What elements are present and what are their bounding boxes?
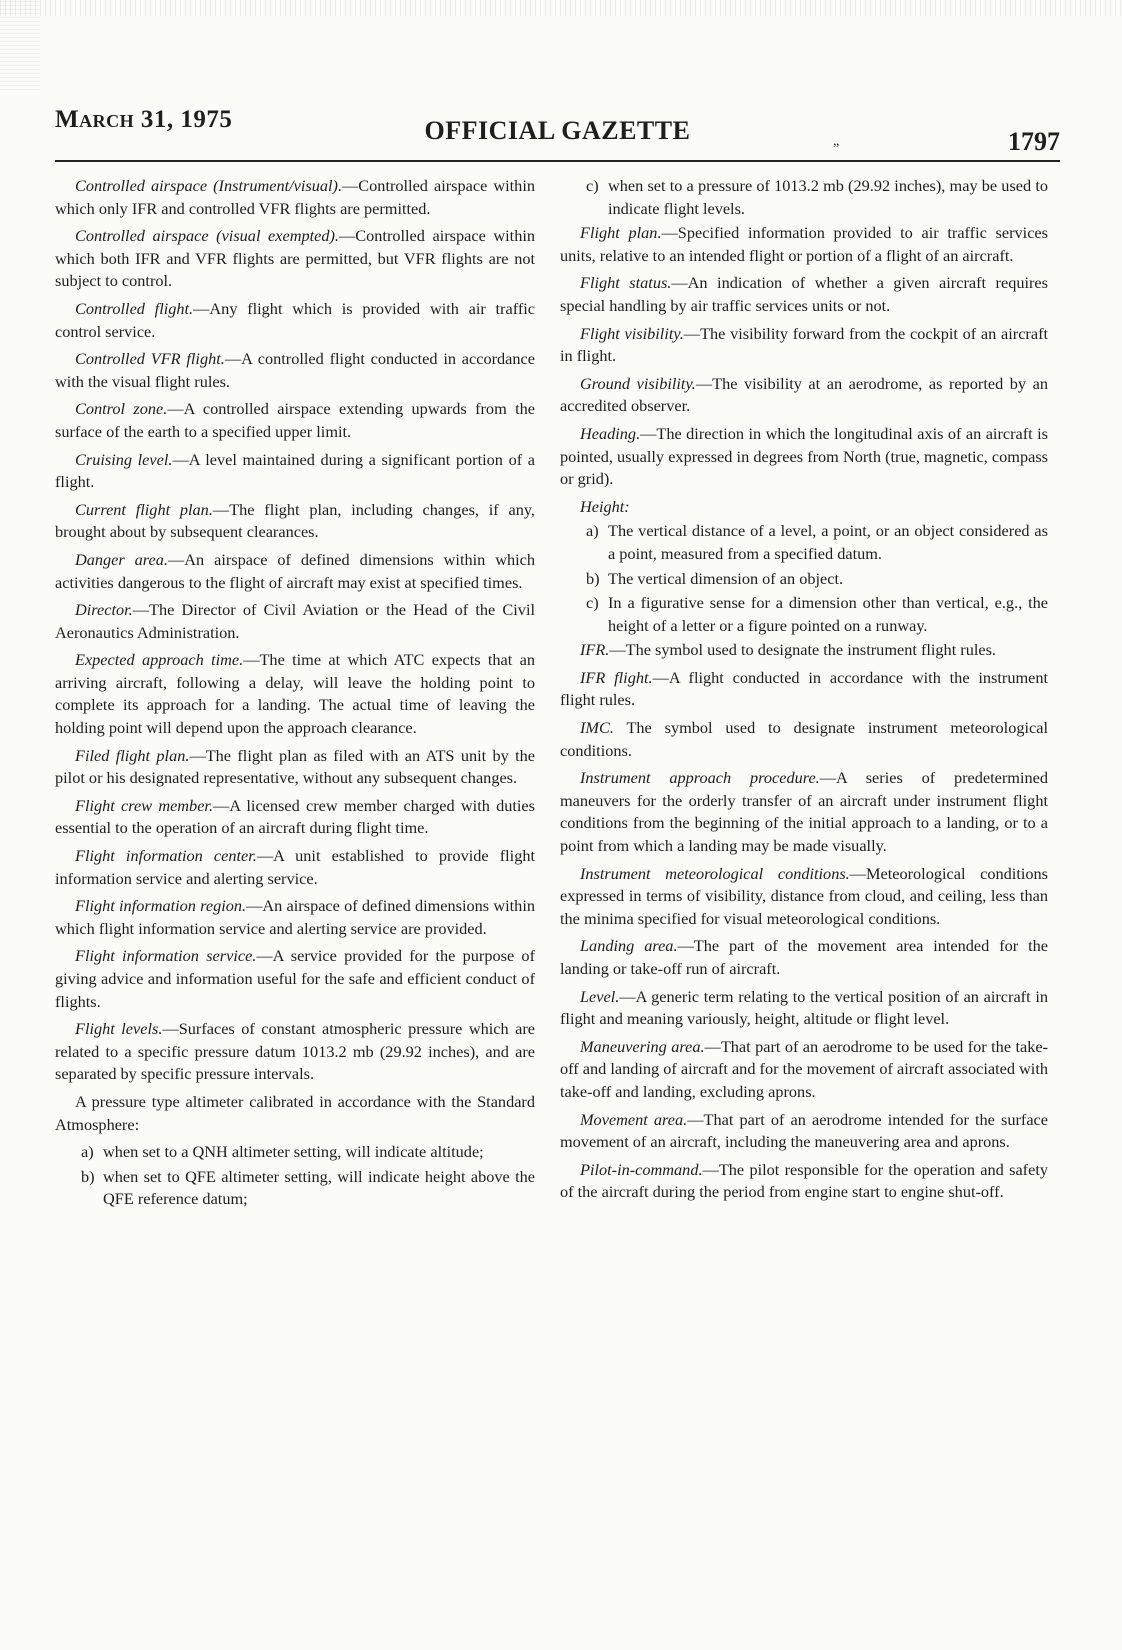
definition-term: IFR flight. [580, 667, 653, 687]
definition-entry [55, 1018, 535, 1086]
definition-term: Controlled flight. [75, 298, 194, 318]
definition-entry [560, 717, 1048, 762]
definition-term: Level. [580, 986, 620, 1006]
definition-text: —Specified information provided to air traffic services units, relative to an intended flight or portion of a flight of an aircraft. [560, 223, 1048, 265]
definition-term: Control zone. [75, 399, 168, 419]
right-definitions-b [560, 639, 1048, 1204]
definition-entry [55, 298, 535, 343]
definition-text: —A series of predetermined maneuvers for the orderly transfer of an aircraft under instrument flight conditions from the beginning of the initial approach to a landing, or to a point from which a landing may be made visually. [560, 768, 1049, 856]
subitem-label: c) [586, 593, 599, 613]
issue-date: March 31, 1975 [55, 106, 233, 133]
definition-entry [560, 1036, 1048, 1104]
definition-text: —An airspace of defined dimensions within which activities dangerous to the flight of aircraft may exist at specified times. [55, 549, 535, 592]
definition-text: —A licensed crew member charged with duties essential to the operation of an aircraft during flight time. [55, 795, 535, 838]
subitem-text: when set to QFE altimeter setting, will indicate height above the QFE reference datum; [103, 1166, 535, 1209]
definition-text: —That part of an aerodrome to be used for the take-off and landing of aircraft and for the movement of aircraft associated with take-off and landing, excluding aprons. [560, 1036, 1048, 1101]
subitem-label: c) [586, 176, 599, 195]
definition-entry [560, 667, 1048, 712]
definition-text: —The flight plan as filed with an ATS unit by the pilot or his designated representative, without any subsequent changes. [55, 745, 535, 788]
definition-text: —An indication of whether a given aircraft requires special handling by air traffic services units or not. [560, 273, 1048, 315]
definition-entry [55, 449, 535, 494]
definition-entry [560, 767, 1048, 857]
altimeter-subitems [55, 1141, 535, 1211]
definition-term: Movement area. [580, 1109, 688, 1129]
definition-term: Controlled VFR flight. [75, 349, 225, 369]
definition-entry [55, 398, 535, 443]
subitem-label: a) [586, 521, 599, 541]
definition-term: Heading. [580, 423, 641, 443]
definition-term: Filed flight plan. [75, 745, 190, 765]
definition-term: Flight information service. [75, 946, 257, 966]
definition-text: The symbol used to designate instrument meteorological conditions. [560, 718, 1048, 760]
definition-term: IMC. [580, 718, 614, 738]
definition-entry [55, 649, 535, 739]
left-definitions [55, 175, 535, 1086]
scan-mark: „ [833, 134, 840, 149]
definition-term: Instrument approach procedure. [580, 768, 820, 788]
subitem-label: b) [81, 1166, 95, 1186]
definition-text: —Meteorological conditions expressed in terms of visibility, distance from cloud, and ceiling, less than the minima specified for visual meteorological conditions. [560, 863, 1048, 928]
sub-item [560, 520, 1048, 565]
definition-text: —Surfaces of constant atmospheric pressure which are related to a specific pressure datum 1013.2 mb (29.92 inches), and are separated by specific pressure intervals. [55, 1019, 536, 1084]
definition-term: Instrument meteorological conditions. [580, 863, 850, 883]
definition-entry [55, 549, 535, 594]
definition-entry [560, 373, 1048, 418]
definition-entry [55, 599, 535, 644]
definition-text: —Controlled airspace within which both IFR and VFR flights are permitted, but VFR flights are not subject to control. [55, 226, 535, 291]
definition-entry [560, 1109, 1048, 1154]
definition-entry [560, 639, 1048, 662]
definition-term: Expected approach time. [75, 650, 244, 670]
definition-text: —A service provided for the purpose of giving advice and information useful for the safe and efficient conduct of flights. [55, 946, 535, 1011]
page-header [55, 106, 1060, 156]
definition-text: —A controlled flight conducted in accordance with the visual flight rules. [55, 349, 535, 391]
definition-text: —A unit established to provide flight information service and alerting service. [55, 846, 535, 888]
definition-term: Ground visibility. [580, 373, 696, 393]
definition-text: —A flight conducted in accordance with the instrument flight rules. [560, 667, 1049, 710]
right-definitions-a [560, 222, 1048, 491]
scan-noise-top [0, 0, 1122, 16]
definition-term: Flight plan. [580, 223, 662, 243]
definition-text: —The time at which ATC expects that an arriving aircraft, following a delay, will leave the holding point to complete its approach for a landing. The actual time of leaving the holding point will depend upon the approach clearance. [55, 650, 535, 738]
definition-text: —An airspace of defined dimensions within which flight information service and alerting service are provided. [55, 896, 535, 938]
page-number: 1797 [1008, 127, 1060, 156]
definition-term: Flight visibility. [580, 323, 684, 343]
definition-text: —The direction in which the longitudinal axis of an aircraft is pointed, usually expressed in degrees from North (true, magnetic, compass or grid). [560, 423, 1048, 489]
definition-term: Landing area. [580, 936, 678, 956]
right-column [560, 175, 1048, 1209]
definition-text: —The visibility at an aerodrome, as reported by an accredited observer. [560, 373, 1048, 416]
definition-entry [55, 225, 535, 293]
height-subitems [560, 520, 1048, 637]
definition-term: Controlled airspace (visual exempted). [75, 226, 339, 246]
definition-text: —The pilot responsible for the operation and safety of the aircraft during the period from engine start to engine shut-off. [560, 1159, 1048, 1202]
definition-term: Flight status. [580, 273, 672, 293]
subitem-text: when set to a pressure of 1013.2 mb (29.92 inches), may be used to indicate flight levels. [608, 176, 1048, 218]
definition-text: —Any flight which is provided with air traffic control service. [55, 298, 535, 341]
definition-text: —The flight plan, including changes, if any, brought about by subsequent clearances. [55, 499, 535, 542]
definition-text: —The visibility forward from the cockpit of an aircraft in flight. [560, 323, 1049, 366]
sub-item [560, 592, 1048, 637]
definition-entry [560, 1159, 1048, 1204]
definition-entry [560, 986, 1048, 1031]
definition-entry [55, 795, 535, 840]
definition-entry [55, 175, 535, 220]
definition-entry [55, 745, 535, 790]
definition-term: Director. [75, 600, 133, 620]
definition-text: —The part of the movement area intended for the landing or take-off run of aircraft. [560, 936, 1048, 978]
definition-term: Maneuvering area. [580, 1036, 705, 1056]
definition-entry [560, 323, 1048, 368]
definition-text: —A generic term relating to the vertical position of an aircraft in flight and meaning variously, height, altitude or flight level. [560, 986, 1048, 1029]
definition-entry [55, 895, 535, 940]
definition-term: Pilot-in-command. [580, 1159, 703, 1179]
definition-entry [55, 348, 535, 393]
definition-term: Flight information region. [75, 896, 247, 916]
definition-entry [55, 499, 535, 544]
header-rule [55, 160, 1060, 162]
definition-term: Cruising level. [75, 449, 173, 469]
height-heading: Height: [580, 496, 630, 516]
definition-entry [55, 945, 535, 1013]
altimeter-note: A pressure type altimeter calibrated in accordance with the Standard Atmosphere: [55, 1091, 535, 1134]
definition-entry [560, 222, 1048, 267]
definition-text: —Controlled airspace within which only IFR and controlled VFR flights are permitted. [55, 176, 535, 218]
sub-item [55, 1166, 535, 1211]
definition-term: Flight crew member. [75, 795, 214, 815]
definition-entry [560, 272, 1048, 317]
definition-term: Flight information center. [75, 846, 257, 866]
definition-term: Controlled airspace (Instrument/visual). [75, 176, 343, 195]
definition-term: Danger area. [75, 549, 168, 569]
subitem-text: The vertical distance of a level, a point, or an object considered as a point, measured from a specified datum. [608, 521, 1048, 563]
subitem-text: The vertical dimension of an object. [608, 568, 844, 588]
subitem-label: b) [586, 568, 600, 588]
definition-text: —The symbol used to designate the instrument flight rules. [609, 640, 997, 660]
definition-text: —A level maintained during a significant portion of a flight. [55, 449, 535, 492]
definition-term: Flight levels. [75, 1019, 163, 1039]
definition-term: IFR. [580, 640, 610, 660]
definition-entry [560, 863, 1048, 931]
altimeter-subitem-c [560, 175, 1048, 220]
scan-noise-left [0, 0, 40, 90]
sub-item [55, 1141, 535, 1164]
definition-entry [55, 845, 535, 890]
left-column [55, 175, 535, 1213]
definition-entry [560, 935, 1048, 980]
definition-text: —A controlled airspace extending upwards from the surface of the earth to a specified upper limit. [55, 399, 535, 441]
subitem-label: a) [81, 1142, 94, 1162]
definition-term: Current flight plan. [75, 499, 213, 519]
subitem-text: In a figurative sense for a dimension other than vertical, e.g., the height of a letter or a figure pointed on a runway. [608, 593, 1048, 635]
definition-text: —The Director of Civil Aviation or the Head of the Civil Aeronautics Administration. [55, 600, 535, 642]
sub-item [560, 568, 1048, 591]
subitem-text: when set to a QNH altimeter setting, will indicate altitude; [103, 1142, 484, 1162]
publication-title: OFFICIAL GAZETTE [424, 116, 691, 145]
definition-text: —That part of an aerodrome intended for the surface movement of an aircraft, including the maneuvering area and aprons. [560, 1109, 1049, 1152]
definition-entry [560, 423, 1048, 491]
